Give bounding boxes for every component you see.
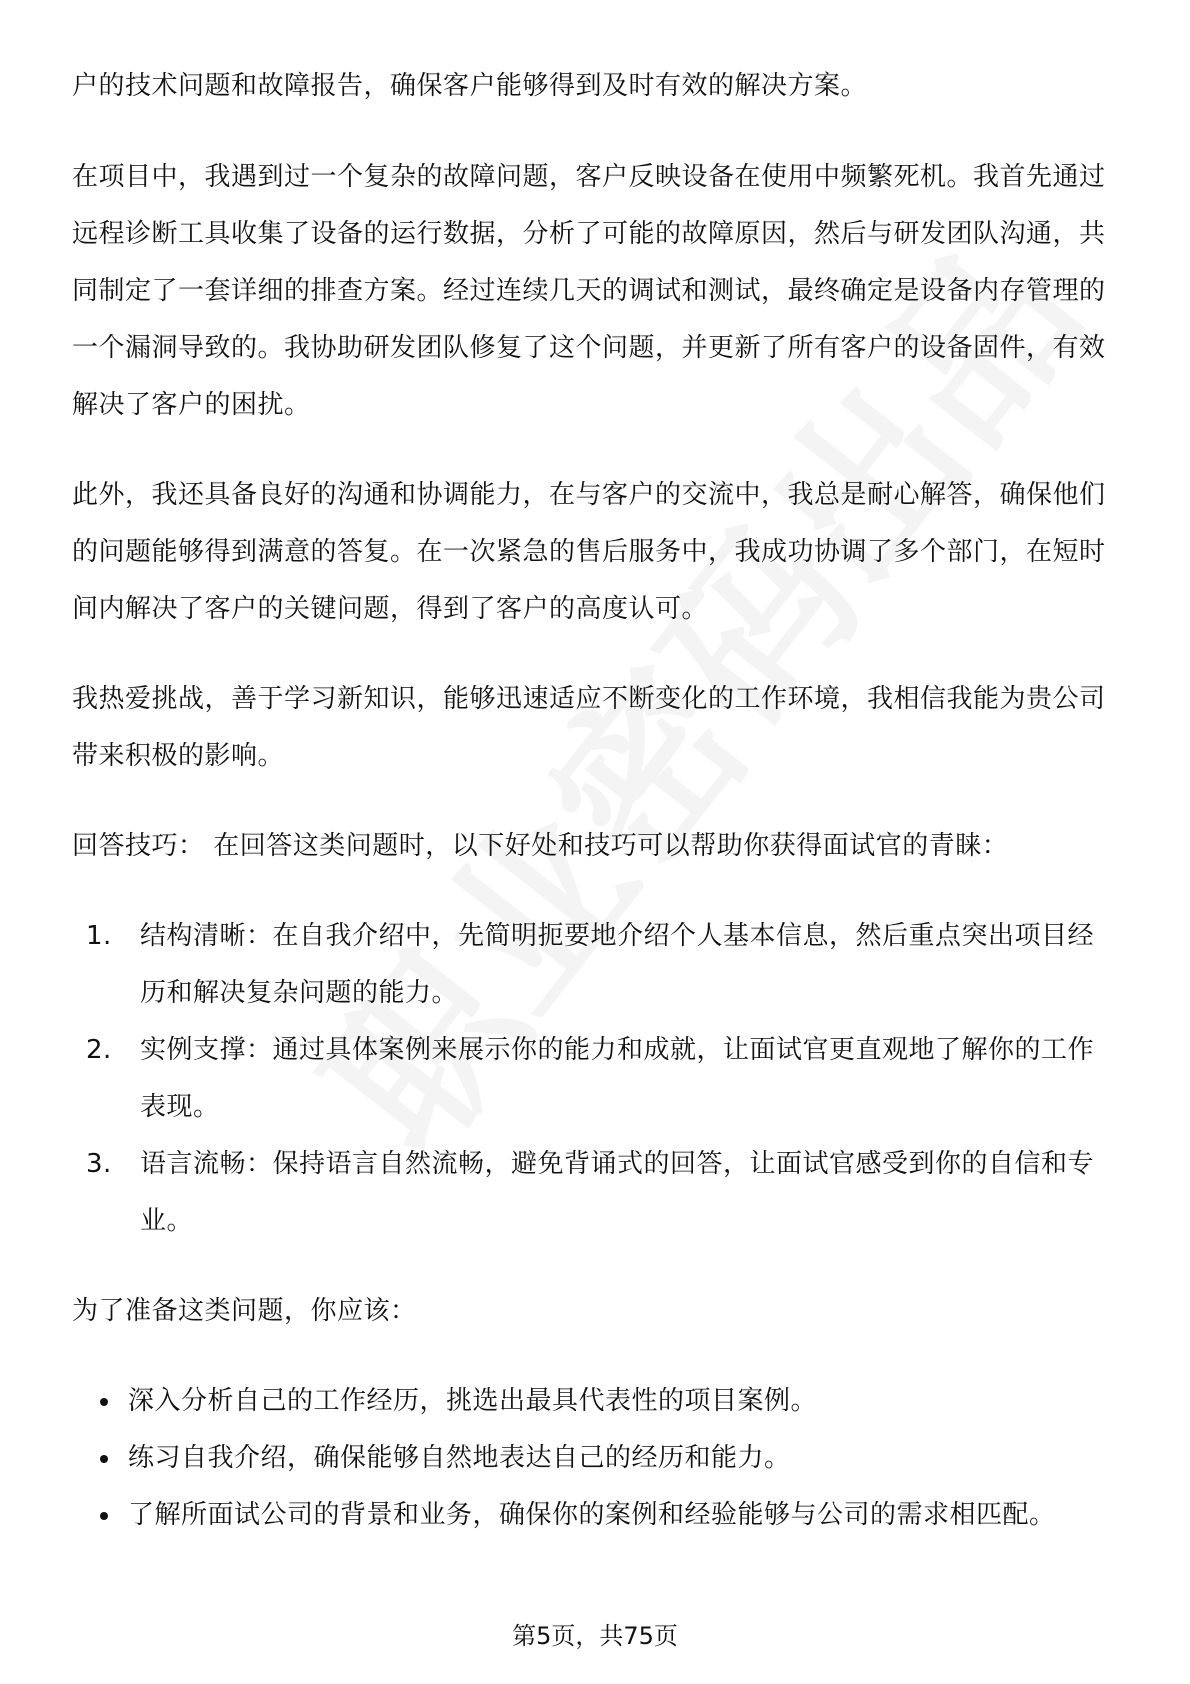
page-content <box>72 58 1112 1544</box>
page-number: 第5页，共75页 <box>512 1622 678 1650</box>
list-item <box>72 1373 1112 1430</box>
list-item-text: 语言流畅：保持语言自然流畅，避免背诵式的回答，让面试官感受到你的自信和专业。 <box>140 1149 1095 1236</box>
paragraph-intro-continuation: 户的技术问题和故障报告，确保客户能够得到及时有效的解决方案。 <box>72 71 868 101</box>
bullet-icon <box>100 1512 108 1520</box>
paragraph-answer-tips-heading: 回答技巧： 在回答这类问题时，以下好处和技巧可以帮助你获得面试官的青睐： <box>72 831 1009 861</box>
list-item <box>86 1136 1112 1250</box>
paragraph-project-story: 在项目中，我遇到过一个复杂的故障问题，客户反映设备在使用中频繁死机。我首先通过远程诊断工具收集了设备的运行数据，分析了可能的故障原因，然后与研发团队沟通，共同制定了一套详细的排查方案。经过连续几天的调试和测试，最终确定是设备内存管理的一个漏洞导致的。我协助研发团队修复了这个问题，并更新了所有客户的设备固件，有效解决了客户的困扰。 <box>72 162 1106 420</box>
bullet-icon <box>100 1455 108 1463</box>
paragraph-preparation-heading: 为了准备这类问题，你应该： <box>72 1296 417 1326</box>
list-item <box>86 908 1112 1022</box>
list-item-text: 练习自我介绍，确保能够自然地表达自己的经历和能力。 <box>128 1443 791 1473</box>
bullet-icon <box>100 1398 108 1406</box>
paragraph-closing: 我热爱挑战，善于学习新知识，能够迅速适应不断变化的工作环境，我相信我能为贵公司带来积极的影响。 <box>72 684 1106 771</box>
list-item <box>72 1487 1112 1544</box>
list-item-text: 实例支撑：通过具体案例来展示你的能力和成就，让面试官更直观地了解你的工作表现。 <box>140 1035 1095 1122</box>
list-item-number: 1. <box>86 921 112 951</box>
preparation-list <box>72 1373 1112 1544</box>
list-item <box>72 1430 1112 1487</box>
list-item-number: 3. <box>86 1149 112 1179</box>
answer-tips-list <box>72 908 1112 1250</box>
list-item <box>86 1022 1112 1136</box>
list-item-text: 结构清晰：在自我介绍中，先简明扼要地介绍个人基本信息，然后重点突出项目经历和解决复杂问题的能力。 <box>140 921 1095 1008</box>
list-item-text: 深入分析自己的工作经历，挑选出最具代表性的项目案例。 <box>128 1386 818 1416</box>
list-item-number: 2. <box>86 1035 112 1065</box>
list-item-text: 了解所面试公司的背景和业务，确保你的案例和经验能够与公司的需求相匹配。 <box>128 1500 1056 1530</box>
paragraph-communication: 此外，我还具备良好的沟通和协调能力，在与客户的交流中，我总是耐心解答，确保他们的问题能够得到满意的答复。在一次紧急的售后服务中，我成功协调了多个部门，在短时间内解决了客户的关键问题，得到了客户的高度认可。 <box>72 480 1106 624</box>
